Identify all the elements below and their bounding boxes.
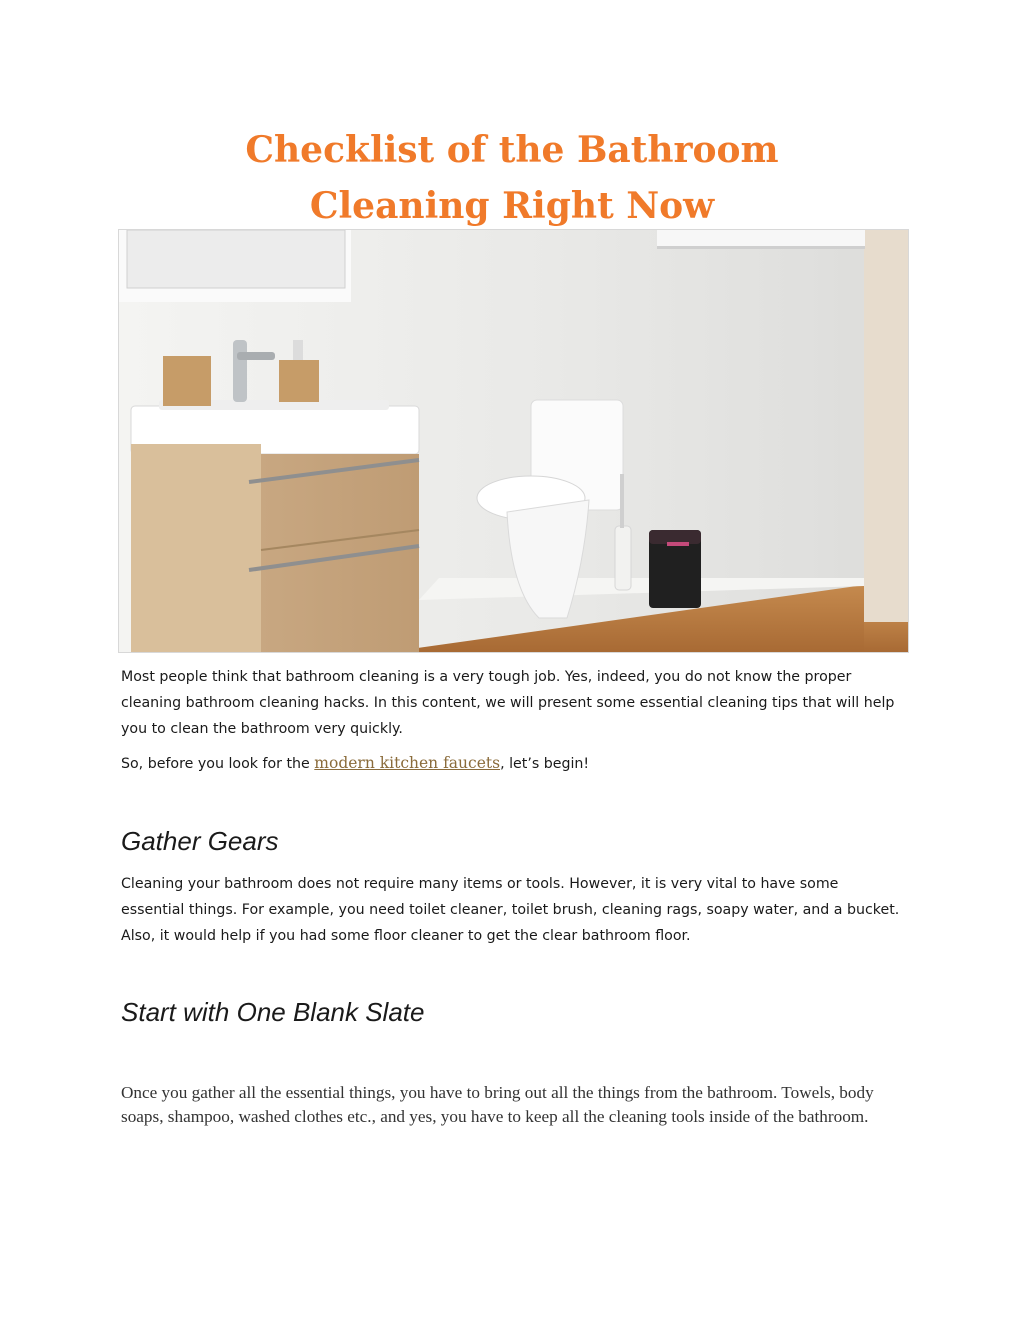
article-title [0,122,1024,234]
title-line-2: Cleaning Right Now [309,185,715,227]
bathroom-photo [118,229,909,653]
title-line-1: Checklist of the Bathroom [245,129,779,171]
lead-after-text: , let’s begin! [500,756,590,772]
section-body-gather-gears: Cleaning your bathroom does not require many items or tools. However, it is very vital to have some essential things. For example, you need toilet cleaner, toilet brush, cleaning rags, soapy water, and a bucket. Also, it would help if you had some floor cleaner to get the clear bathroom floor. [121,876,900,944]
section-heading-gather-gears: Gather Gears [121,826,279,856]
section-heading-blank-slate: Start with One Blank Slate [121,997,425,1027]
lead-paragraph [121,750,901,777]
section-body-blank-slate: Once you gather all the essential things, you have to bring out all the things from the bathroom. Towels, body soaps, shampoo, washed clothes etc., and yes, you have to keep all the cleaning tools inside of the bathroom. [121,1083,874,1126]
modern-kitchen-faucets-link[interactable]: modern kitchen faucets [314,754,501,772]
intro-paragraph: Most people think that bathroom cleaning is a very tough job. Yes, indeed, you do not know the proper cleaning bathroom cleaning hacks. In this content, we will present some essential cleaning tips that will help you to clean the bathroom very quickly. [121,669,895,737]
lead-before-text: So, before you look for the [121,756,315,772]
